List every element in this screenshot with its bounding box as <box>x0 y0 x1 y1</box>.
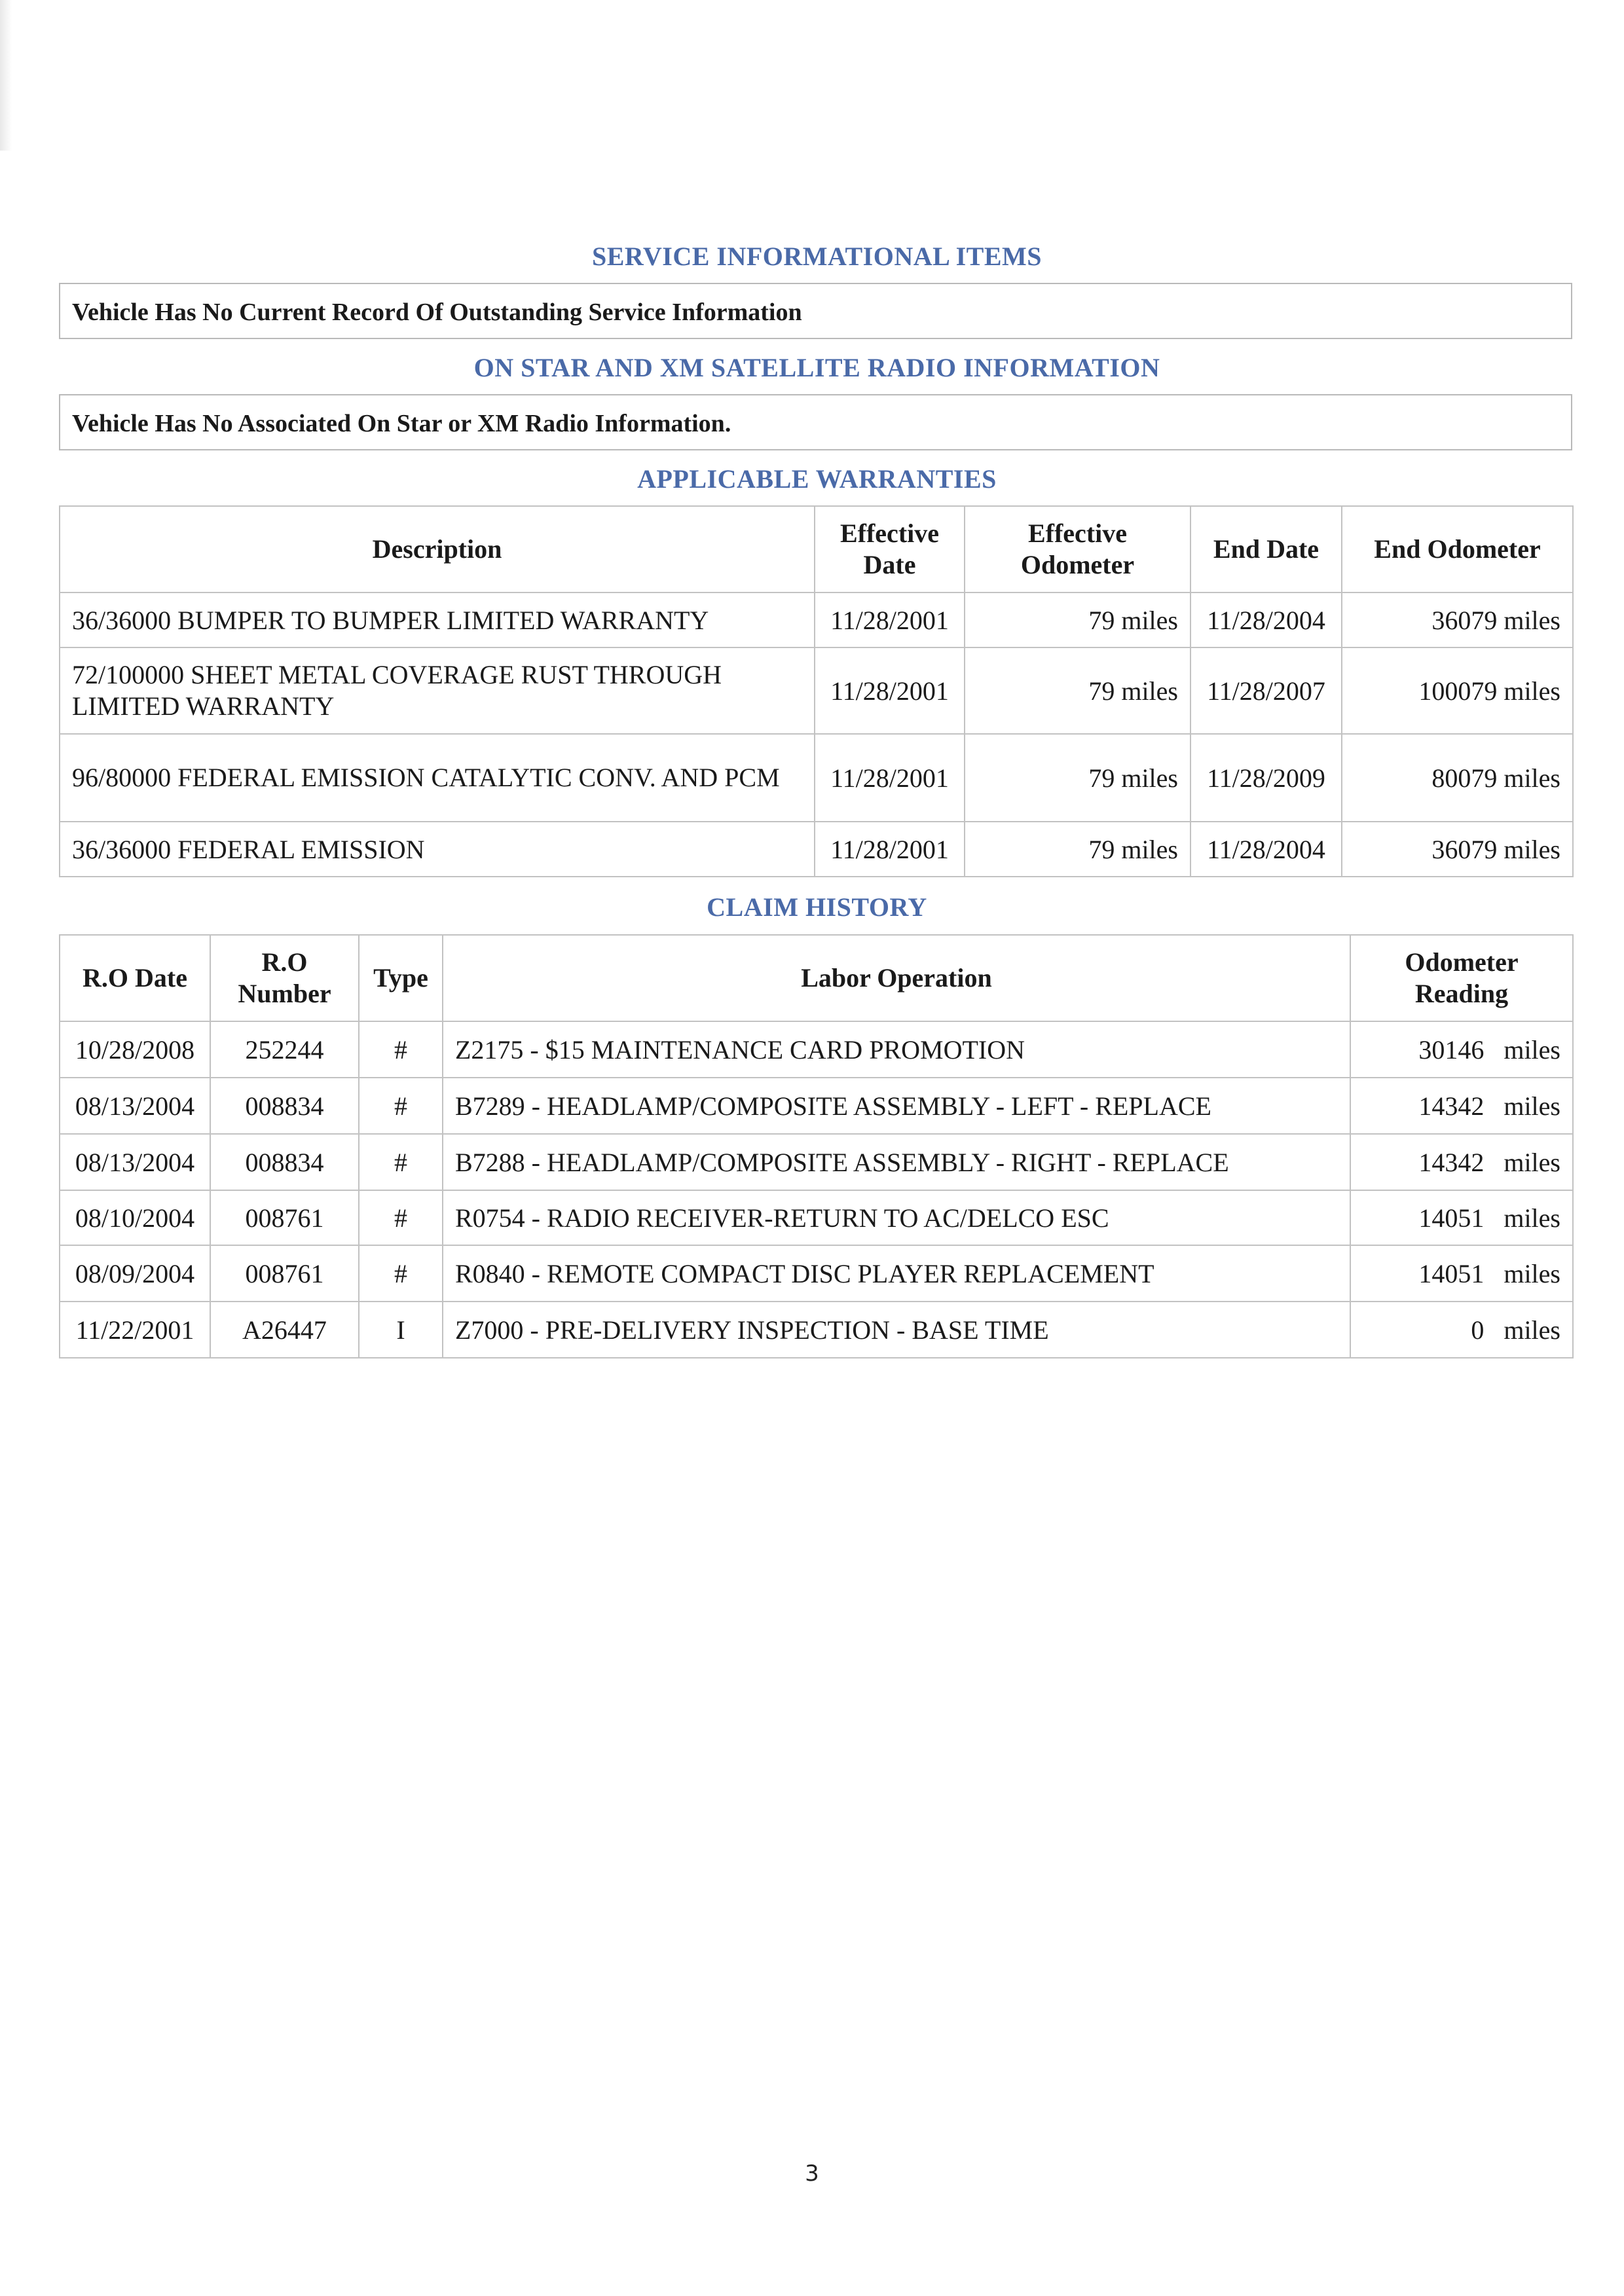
scan-edge-shadow <box>0 0 12 151</box>
claim-odometer-unit: miles <box>1504 1258 1560 1288</box>
claim-row <box>60 1134 1573 1190</box>
warranty-effective-odometer: 79 miles <box>965 647 1190 734</box>
claim-odometer <box>1350 1302 1573 1358</box>
warranty-end-date: 11/28/2009 <box>1190 734 1342 822</box>
claim-row <box>60 1302 1573 1358</box>
claim-ro-number: 252244 <box>210 1021 359 1078</box>
claim-labor-operation: Z7000 - PRE-DELIVERY INSPECTION - BASE TIME <box>443 1302 1350 1358</box>
warranties-header-row <box>60 506 1573 592</box>
warranty-effective-date: 11/28/2001 <box>815 592 965 647</box>
claim-history-title: CLAIM HISTORY <box>707 892 927 922</box>
claim-type: I <box>359 1302 443 1358</box>
claim-type-header: Type <box>359 935 443 1021</box>
claim-labor-operation: R0840 - REMOTE COMPACT DISC PLAYER REPLACEMENT <box>443 1245 1350 1302</box>
warranty-effective-date-header: Effective Date <box>815 506 965 592</box>
claim-row <box>60 1021 1573 1078</box>
warranty-end-odometer: 80079 miles <box>1342 734 1573 822</box>
claim-labor-operation: B7288 - HEADLAMP/COMPOSITE ASSEMBLY - RIGHT - REPLACE <box>443 1134 1350 1190</box>
onstar-xm-title: ON STAR AND XM SATELLITE RADIO INFORMATION <box>473 353 1160 382</box>
warranty-effective-date: 11/28/2001 <box>815 734 965 822</box>
claim-odometer-value: 14051 <box>1418 1203 1485 1233</box>
claim-odometer-reading-header: Odometer Reading <box>1350 935 1573 1021</box>
service-info-message: Vehicle Has No Current Record Of Outstanding Service Information <box>59 283 1572 339</box>
warranty-end-odometer: 100079 miles <box>1342 647 1573 734</box>
claim-odometer <box>1350 1190 1573 1245</box>
claim-ro-date: 08/09/2004 <box>60 1245 210 1302</box>
claim-ro-date: 11/22/2001 <box>60 1302 210 1358</box>
claim-odometer-unit: miles <box>1504 1203 1560 1233</box>
warranty-end-date: 11/28/2004 <box>1190 592 1342 647</box>
warranty-row <box>60 822 1573 877</box>
warranty-description: 96/80000 FEDERAL EMISSION CATALYTIC CONV. AND PCM <box>60 734 815 822</box>
warranty-effective-odometer-header: Effective Odometer <box>965 506 1190 592</box>
warranty-description: 72/100000 SHEET METAL COVERAGE RUST THROUGH LIMITED WARRANTY <box>60 647 815 734</box>
claim-odometer-unit: miles <box>1504 1091 1560 1121</box>
warranty-row <box>60 647 1573 734</box>
claim-labor-operation-header: Labor Operation <box>443 935 1350 1021</box>
warranties-table <box>59 505 1574 877</box>
claim-ro-date-header: R.O Date <box>60 935 210 1021</box>
claim-odometer-value: 0 <box>1471 1315 1485 1345</box>
claim-ro-date: 08/13/2004 <box>60 1134 210 1190</box>
claims-header-row <box>60 935 1573 1021</box>
warranty-effective-date: 11/28/2001 <box>815 647 965 734</box>
warranty-end-odometer-header: End Odometer <box>1342 506 1573 592</box>
claim-odometer <box>1350 1134 1573 1190</box>
claim-type: # <box>359 1245 443 1302</box>
claim-row <box>60 1190 1573 1245</box>
claim-labor-operation: B7289 - HEADLAMP/COMPOSITE ASSEMBLY - LEFT - REPLACE <box>443 1078 1350 1134</box>
page-number: 3 <box>805 2160 819 2187</box>
claim-odometer-value: 14342 <box>1418 1091 1485 1121</box>
claim-ro-date: 08/10/2004 <box>60 1190 210 1245</box>
warranty-effective-odometer: 79 miles <box>965 822 1190 877</box>
warranty-end-odometer: 36079 miles <box>1342 822 1573 877</box>
claim-ro-number: 008834 <box>210 1134 359 1190</box>
warranty-end-date: 11/28/2004 <box>1190 822 1342 877</box>
claim-ro-date: 10/28/2008 <box>60 1021 210 1078</box>
claim-odometer <box>1350 1245 1573 1302</box>
applicable-warranties-title: APPLICABLE WARRANTIES <box>637 464 997 494</box>
claim-odometer-value: 14342 <box>1418 1147 1485 1177</box>
warranty-effective-odometer: 79 miles <box>965 734 1190 822</box>
claim-odometer-value: 14051 <box>1418 1258 1485 1288</box>
claim-history-table <box>59 934 1574 1358</box>
claim-ro-number-header: R.O Number <box>210 935 359 1021</box>
warranty-effective-date: 11/28/2001 <box>815 822 965 877</box>
warranty-end-odometer: 36079 miles <box>1342 592 1573 647</box>
claim-ro-number: 008834 <box>210 1078 359 1134</box>
warranty-effective-odometer: 79 miles <box>965 592 1190 647</box>
claim-ro-date: 08/13/2004 <box>60 1078 210 1134</box>
claim-odometer <box>1350 1021 1573 1078</box>
claim-type: # <box>359 1078 443 1134</box>
claim-odometer-unit: miles <box>1504 1315 1560 1345</box>
service-informational-items-title: SERVICE INFORMATIONAL ITEMS <box>591 242 1042 271</box>
claim-type: # <box>359 1190 443 1245</box>
onstar-xm-message: Vehicle Has No Associated On Star or XM Radio Information. <box>59 394 1572 450</box>
claim-type: # <box>359 1021 443 1078</box>
claim-ro-number: 008761 <box>210 1190 359 1245</box>
warranty-description: 36/36000 FEDERAL EMISSION <box>60 822 815 877</box>
claim-row <box>60 1078 1573 1134</box>
claim-labor-operation: Z2175 - $15 MAINTENANCE CARD PROMOTION <box>443 1021 1350 1078</box>
claim-type: # <box>359 1134 443 1190</box>
warranty-end-date-header: End Date <box>1190 506 1342 592</box>
warranty-row <box>60 734 1573 822</box>
claim-row <box>60 1245 1573 1302</box>
warranty-end-date: 11/28/2007 <box>1190 647 1342 734</box>
warranty-description-header: Description <box>60 506 815 592</box>
claim-odometer-unit: miles <box>1504 1034 1560 1065</box>
claim-odometer-unit: miles <box>1504 1147 1560 1177</box>
warranty-description: 36/36000 BUMPER TO BUMPER LIMITED WARRANTY <box>60 592 815 647</box>
claim-odometer-value: 30146 <box>1418 1034 1485 1065</box>
claim-ro-number: 008761 <box>210 1245 359 1302</box>
warranty-row <box>60 592 1573 647</box>
claim-ro-number: A26447 <box>210 1302 359 1358</box>
claim-odometer <box>1350 1078 1573 1134</box>
claim-labor-operation: R0754 - RADIO RECEIVER-RETURN TO AC/DELCO ESC <box>443 1190 1350 1245</box>
